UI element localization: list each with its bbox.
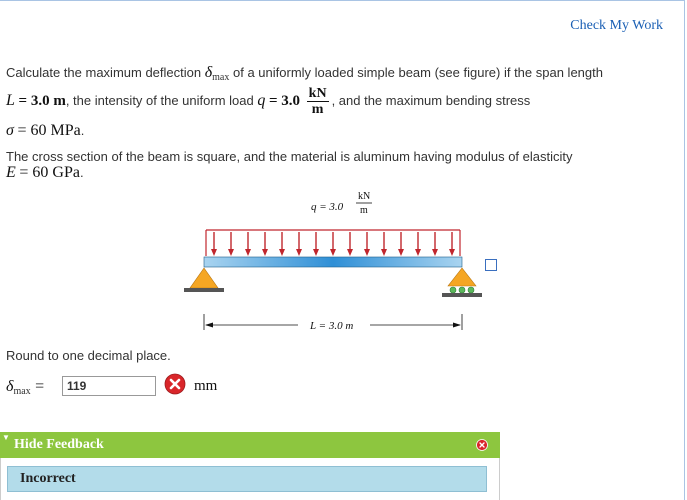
E-value: = 60 GPa [19,164,80,181]
E-period: . [79,165,84,180]
figure-checkbox[interactable] [485,259,497,271]
roller-wheel [450,287,456,293]
sigma-value: = 60 MPa [17,122,81,139]
check-my-work-link[interactable]: Check My Work [570,18,663,33]
incorrect-icon [164,373,186,395]
problem-line-5 [6,164,84,182]
problem-intro: Calculate the maximum deflection [6,65,202,80]
load-arrow-head [364,249,370,256]
load-arrow-head [432,249,438,256]
answer-equals: = [35,378,45,395]
beam-figure [180,188,510,338]
q-unit-fraction [307,86,329,117]
roller-support [442,268,482,297]
close-feedback-icon[interactable] [476,439,488,451]
load-arrow-head [296,249,302,256]
load-arrow-head [330,249,336,256]
hide-feedback-label: Hide Feedback [14,437,104,452]
load-arrow-head [347,249,353,256]
load-arrow-head [279,249,285,256]
pin-support-triangle [190,268,218,288]
roller-support-ground [442,293,482,297]
pin-support [184,268,224,292]
round-instruction: Round to one decimal place. [6,348,171,363]
sigma-symbol: σ [6,122,14,139]
roller-wheel [468,287,474,293]
load-arrow-head [415,249,421,256]
answer-label [6,378,44,397]
load-arrow-head [262,249,268,256]
load-arrow-head [313,249,319,256]
q-value: = 3.0 [268,92,301,109]
q-unit-numerator: kN [308,86,327,101]
deflection-answer-input[interactable] [62,376,156,396]
answer-unit: mm [194,378,218,394]
q-variable: q [257,91,266,109]
hide-feedback-toggle[interactable] [0,432,500,458]
problem-line-1 [6,64,603,87]
load-arrow-head [449,249,455,256]
incorrect-banner [7,466,487,492]
incorrect-status: Incorrect [20,471,76,486]
collapse-triangle-icon: ▼ [2,433,10,442]
L-variable: L [6,91,15,109]
load-arrow-head [211,249,217,256]
cross-section-text: The cross section of the beam is square, and the material is aluminum having modulus of elasticity [6,149,573,164]
span-label: L = 3.0 m [310,320,354,332]
max-subscript: max [212,72,230,83]
load-arrow-head [398,249,404,256]
dimension-arrow-right [453,323,461,328]
roller-wheel [459,287,465,293]
problem-mid-2: , and the maximum bending stress [331,92,531,108]
roller-support-triangle [448,268,476,286]
beam [204,257,462,267]
problem-line-2 [6,86,530,117]
span-dimension [204,314,462,332]
load-arrow-head [381,249,387,256]
q-unit-denominator: m [311,102,324,117]
dimension-arrow-left [205,323,213,328]
problem-mid-1: , the intensity of the uniform load [65,92,254,108]
distributed-load-arrows [206,230,460,256]
pin-support-ground [184,288,224,292]
E-variable: E [6,164,16,181]
answer-max-subscript: max [13,386,31,397]
sigma-period: . [80,123,85,138]
load-unit-numerator: kN [358,191,371,202]
problem-line-3 [6,122,84,140]
load-label: q = 3.0 [311,201,344,213]
problem-intro-tail: of a uniformly loaded simple beam (see figure) if the span length [233,65,603,80]
answer-delta-symbol: δ [6,378,14,395]
delta-symbol: δ [204,64,213,81]
load-unit-denominator: m [360,205,368,216]
load-arrow-head [245,249,251,256]
L-value: = 3.0 m [18,92,66,109]
feedback-panel [0,458,500,500]
load-arrow-head [228,249,234,256]
